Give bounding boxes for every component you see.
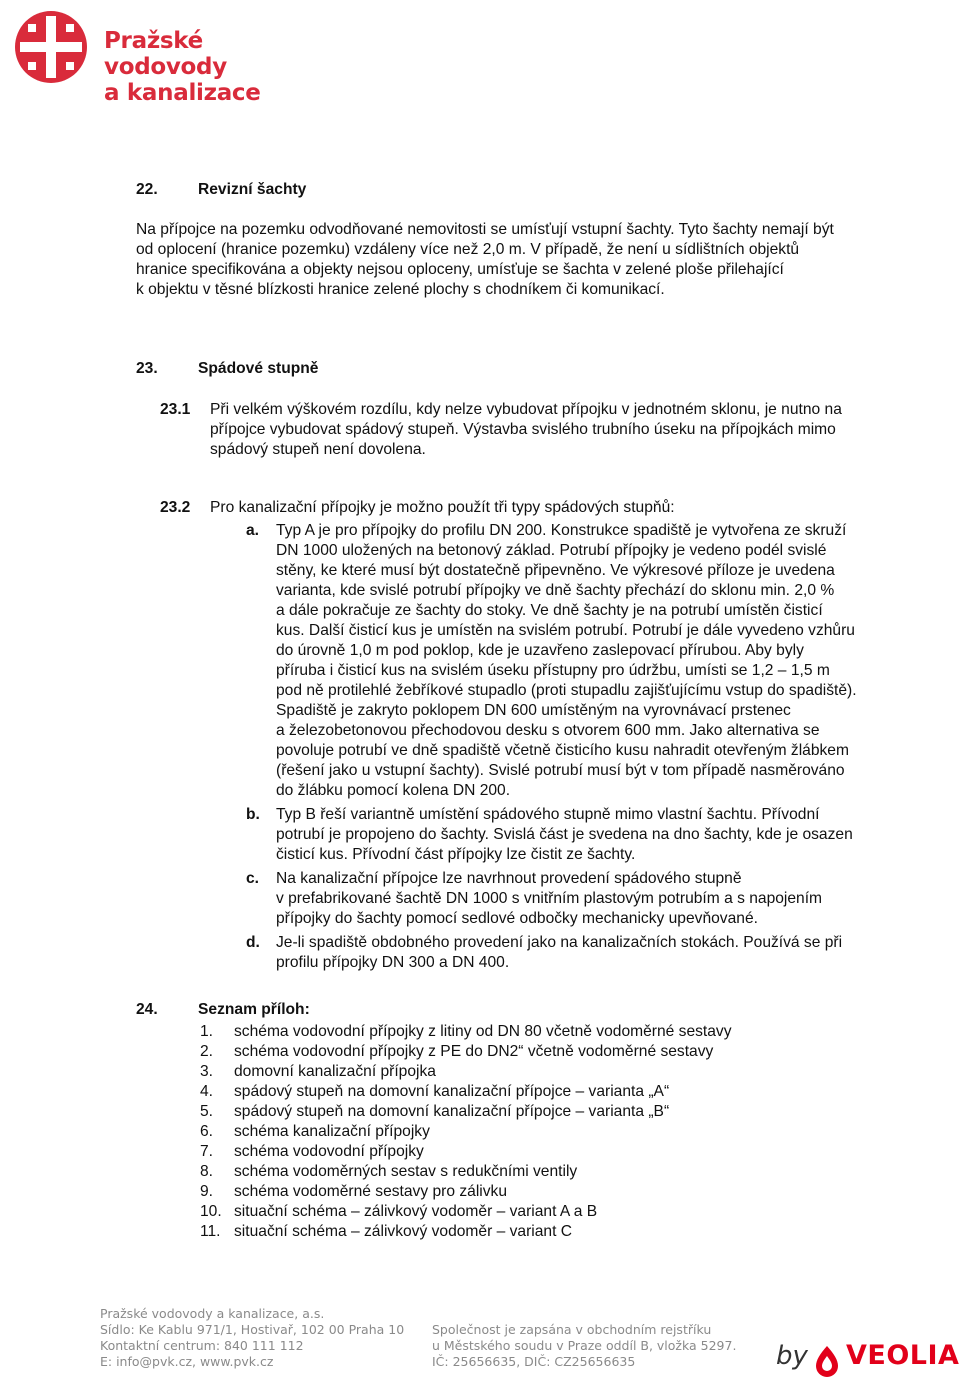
- section-24-heading: [136, 1000, 310, 1020]
- footer-company-info: [100, 1306, 404, 1370]
- paragraph-number: 23.1: [160, 401, 191, 418]
- logo-line-1: Pražské vodovody: [104, 28, 227, 80]
- item-label: c.: [246, 870, 260, 887]
- list-item: [200, 1222, 732, 1242]
- paragraph-line: Na přípojce na pozemku odvodňované nemovitosti se umísťují vstupní šachty. Tyto šachty nemají být: [136, 221, 834, 238]
- section-22-heading: [136, 180, 306, 200]
- list-number: 1.: [200, 1023, 214, 1040]
- list-item: [200, 1102, 732, 1122]
- list-number: 2.: [200, 1043, 214, 1060]
- list-item: [200, 1042, 732, 1062]
- list-number: 5.: [200, 1103, 214, 1120]
- footer-line: Sídlo: Ke Kablu 971/1, Hostivař, 102 00 Praha 10: [100, 1322, 405, 1337]
- section-title: Spádové stupně: [198, 360, 319, 377]
- item-line: Je-li spadiště obdobného provedení jako na kanalizačních stokách. Používá se při: [276, 934, 843, 951]
- company-logo: [12, 8, 332, 106]
- list-item-c: [246, 869, 926, 929]
- list-number: 4.: [200, 1083, 214, 1100]
- item-label: d.: [246, 934, 260, 951]
- paragraph-line: přípojce vybudovat spádový stupeň. Výstavba svislého trubního úseku na přípojkách mimo: [210, 421, 836, 438]
- item-line: varianta, kde svislé potrubí přípojky ve dně šachty přechází do sklonu min. 2,0 %: [276, 582, 835, 599]
- list-item-d: [246, 933, 926, 973]
- list-text: schéma kanalizační přípojky: [234, 1123, 430, 1140]
- footer-line: Kontaktní centrum: 840 111 112: [100, 1338, 304, 1353]
- item-line: do úrovně 1,0 m pod poklop, kde je uzavřeno zaslepovací přírubou. Aby byly: [276, 642, 804, 659]
- list-text: schéma vodoměrné sestavy pro zálivku: [234, 1183, 508, 1200]
- veolia-by: by: [776, 1341, 808, 1371]
- list-text: schéma vodovodní přípojky: [234, 1143, 424, 1160]
- item-line: přípojky do šachty pomocí sedlové odbočky mechanicky upevňované.: [276, 910, 758, 927]
- item-line: Na kanalizační přípojce lze navrhnout provedení spádového stupně: [276, 870, 742, 887]
- paragraph-line: Pro kanalizační přípojky je možno použít tři typy spádových stupňů:: [210, 499, 675, 516]
- list-item: [200, 1182, 732, 1202]
- list-text: situační schéma – zálivkový vodoměr – variant A a B: [234, 1203, 598, 1220]
- footer-registry-info: [432, 1322, 736, 1370]
- list-text: domovní kanalizační přípojka: [234, 1063, 436, 1080]
- list-number: 8.: [200, 1163, 214, 1180]
- section-number: 23.: [136, 360, 158, 377]
- footer-line: Společnost je zapsána v obchodním rejstříku: [432, 1322, 712, 1337]
- item-line: DN 1000 uložených na betonový základ. Potrubí přípojky je vedeno podél svislé: [276, 542, 827, 559]
- paragraph-23-2: [136, 498, 926, 518]
- list-number: 11.: [200, 1223, 221, 1240]
- list-text: schéma vodovodní přípojky z litiny od DN 80 včetně vodoměrné sestavy: [234, 1023, 732, 1040]
- item-line: čisticí kus. Přívodní část přípojky lze čistit ze šachty.: [276, 846, 636, 863]
- paragraph-line: k objektu v těsné blízkosti hranice zelené plochy s chodníkem či komunikací.: [136, 281, 665, 298]
- list-item-b: [246, 805, 926, 865]
- paragraph-line: od oplocení (hranice pozemku) vzdáleny více než 2,0 m. V případě, že není u sídlištních objektů: [136, 241, 800, 258]
- attachments-list: [200, 1022, 732, 1242]
- item-line: potrubí je propojeno do šachty. Svislá část je svedena na dno šachty, kde je osazen: [276, 826, 853, 843]
- list-item: [200, 1062, 732, 1082]
- section-number: 22.: [136, 181, 158, 198]
- paragraph-line: Při velkém výškovém rozdílu, kdy nelze vybudovat přípojku v jednotném sklonu, je nutno na: [210, 401, 842, 418]
- list-item: [200, 1162, 732, 1182]
- logo-line-2: a kanalizace: [104, 80, 261, 106]
- list-text: schéma vodoměrných sestav s redukčními ventily: [234, 1163, 578, 1180]
- item-label: b.: [246, 806, 260, 823]
- footer-line: u Městského soudu v Praze oddíl B, vložka 5297.: [432, 1338, 737, 1353]
- item-line: stěny, ke které musí být dostatečně připevněno. Ve výkresové příloze je uvedena: [276, 562, 835, 579]
- section-23-heading: [136, 359, 318, 379]
- item-line: profilu přípojky DN 300 a DN 400.: [276, 954, 510, 971]
- section-number: 24.: [136, 1001, 158, 1018]
- item-line: (řešení jako u vstupní šachty). Svislé potrubí musí být v tom případě nasměrováno: [276, 762, 845, 779]
- paragraph-number: 23.2: [160, 499, 191, 516]
- list-number: 10.: [200, 1203, 222, 1220]
- item-line: pod ně protilehlé žebříkové stupadlo (proti stupadlu zajišťujícímu vstup do spadiště).: [276, 682, 857, 699]
- veolia-mark-icon: [812, 1344, 842, 1378]
- section-title: Revizní šachty: [198, 181, 307, 198]
- item-line: do žlábku pomocí kolena DN 200.: [276, 782, 511, 799]
- section-22-paragraph: [136, 220, 926, 300]
- item-line: kus. Další čisticí kus je umístěn na svislém potrubí. Potrubí je dále vyvedeno vzhůru: [276, 622, 855, 639]
- veolia-name: VEOLIA: [846, 1340, 960, 1371]
- list-text: spádový stupeň na domovní kanalizační přípojce – varianta „A“: [234, 1083, 670, 1100]
- section-title: Seznam příloh:: [198, 1001, 310, 1018]
- paragraph-line: spádový stupeň není dovolena.: [210, 441, 426, 458]
- logo-wordmark: [104, 28, 332, 106]
- item-line: Spadiště je zakryto poklopem DN 600 umístěným na vyrovnávací prstenec: [276, 702, 791, 719]
- item-line: příruba i čisticí kus na svislém úseku přístupny pro údržbu, umísti se 1,2 – 1,5 m: [276, 662, 830, 679]
- list-number: 6.: [200, 1123, 214, 1140]
- footer-line: Pražské vodovody a kanalizace, a.s.: [100, 1306, 325, 1321]
- item-line: a železobetonovou přechodovou desku s otvorem 600 mm. Jako alternativa se: [276, 722, 820, 739]
- item-label: a.: [246, 522, 260, 539]
- item-line: v prefabrikované šachtě DN 1000 s vnitřním plastovým potrubím a s napojením: [276, 890, 823, 907]
- paragraph-line: hranice specifikována a objekty nejsou oploceny, umísťuje se šachta v zelené ploše přilehající: [136, 261, 784, 278]
- list-number: 9.: [200, 1183, 214, 1200]
- item-line: povoluje potrubí ve dně spadiště včetně čisticího kusu nahradit otevřeným žlábkem: [276, 742, 849, 759]
- list-number: 7.: [200, 1143, 214, 1160]
- list-item: [200, 1082, 732, 1102]
- list-item: [200, 1022, 732, 1042]
- footer-line: IČ: 25656635, DIČ: CZ25656635: [432, 1354, 636, 1369]
- list-item: [200, 1142, 732, 1162]
- paragraph-23-1: [136, 400, 926, 460]
- pvk-logo-mark-icon: [12, 8, 90, 86]
- list-text: schéma vodovodní přípojky z PE do DN2“ včetně vodoměrné sestavy: [234, 1043, 714, 1060]
- list-number: 3.: [200, 1063, 214, 1080]
- list-text: situační schéma – zálivkový vodoměr – variant C: [234, 1223, 573, 1240]
- footer-line: E: info@pvk.cz, www.pvk.cz: [100, 1354, 274, 1369]
- list-item: [200, 1122, 732, 1142]
- item-line: Typ A je pro přípojky do profilu DN 200. Konstrukce spadiště je vytvořena ze skruží: [276, 522, 847, 539]
- item-line: Typ B řeší variantně umístění spádového stupně mimo vlastní šachtu. Přívodní: [276, 806, 820, 823]
- list-item: [200, 1202, 732, 1222]
- item-line: a dále pokračuje ze šachty do stoky. Ve dně šachty je na potrubí umístěn čisticí: [276, 602, 823, 619]
- veolia-logo: [776, 1340, 960, 1380]
- list-text: spádový stupeň na domovní kanalizační přípojce – varianta „B“: [234, 1103, 670, 1120]
- list-item-a: [246, 521, 926, 801]
